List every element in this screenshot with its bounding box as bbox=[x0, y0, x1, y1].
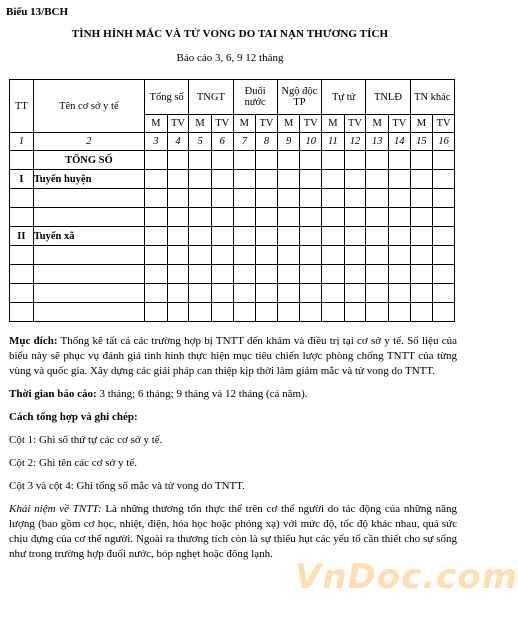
total-row bbox=[10, 151, 455, 170]
col34-note: Cột 3 và cột 4: Ghi tổng số mắc và tử vong do TNTT. bbox=[9, 480, 245, 492]
col1-note: Cột 1: Ghi số thứ tự các cơ sở y tế. bbox=[9, 434, 163, 446]
col-number: 4 bbox=[167, 133, 189, 151]
table-cell bbox=[300, 151, 322, 170]
sub-header-tv: TV bbox=[167, 115, 189, 133]
table-cell bbox=[233, 151, 256, 170]
col-number: 16 bbox=[433, 133, 455, 151]
sub-header-tv: TV bbox=[433, 115, 455, 133]
col-number: 6 bbox=[211, 133, 233, 151]
col-number: 9 bbox=[277, 133, 300, 151]
table-cell bbox=[410, 151, 433, 170]
concept-text: Là những thương tổn thực thể trên cơ thể người do tác động của những năng lượng (bao gồm cơ học, nhiệt, điện, hóa học hoặc phóng xạ) với mức độ, tốc độ khác nhau, quá sức chịu đựng của cơ thể người. Ngoài ra thương tích còn là sự thiếu hụt các yếu tố cần thiết cho sự sống như trong trường hợp đuối nước, bóp nghẹt hoặc đông lạnh. bbox=[9, 503, 457, 560]
section-number: I bbox=[10, 170, 34, 189]
purpose-text: Thống kê tất cả các trường hợp bị TNTT đến khám và điều trị tại cơ sở y tế. Số liệu của biểu này sẽ phục vụ đánh giá tình hình thực hiện mục tiêu chiến lược phòng chống TNTT của từng vùng và quốc gia. Xây dựng các giải pháp can thiệp kịp thời làm giảm mắc và tử vong do TNTT. bbox=[9, 335, 457, 377]
sub-header-m: M bbox=[277, 115, 300, 133]
section-label: Tuyến xã bbox=[33, 227, 144, 246]
report-subtitle: Báo cáo 3, 6, 9 12 tháng bbox=[176, 52, 284, 64]
col-number: 1 bbox=[10, 133, 34, 151]
column-number-row bbox=[10, 133, 455, 151]
col-unit-header: Tên cơ sở y tế bbox=[33, 80, 144, 133]
group-header-other: TN khác bbox=[410, 80, 454, 115]
group-header-suicide: Tự tử bbox=[322, 80, 366, 115]
table-row bbox=[10, 303, 455, 322]
col-number: 11 bbox=[322, 133, 345, 151]
sub-header-tv: TV bbox=[300, 115, 322, 133]
sub-header-m: M bbox=[189, 115, 212, 133]
col-number: 13 bbox=[366, 133, 389, 151]
report-table bbox=[9, 79, 455, 322]
section-number: II bbox=[10, 227, 34, 246]
table-cell bbox=[211, 151, 233, 170]
period-paragraph bbox=[9, 387, 457, 402]
form-code: Biểu 13/BCH bbox=[6, 6, 69, 18]
table-cell bbox=[167, 151, 189, 170]
table-cell bbox=[322, 151, 345, 170]
group-header-drowning: Đuối nước bbox=[233, 80, 277, 115]
section-label: Tuyến huyện bbox=[33, 170, 144, 189]
col-number: 2 bbox=[33, 133, 144, 151]
table-cell bbox=[366, 151, 389, 170]
table-cell bbox=[10, 151, 34, 170]
table-cell bbox=[144, 151, 167, 170]
method-heading: Cách tổng hợp và ghi chép: bbox=[9, 411, 138, 423]
col-number: 7 bbox=[233, 133, 256, 151]
sub-header-m: M bbox=[366, 115, 389, 133]
table-row bbox=[10, 284, 455, 303]
table-cell bbox=[433, 151, 455, 170]
table-cell bbox=[256, 151, 278, 170]
col-number: 14 bbox=[388, 133, 410, 151]
group-header-food-poisoning: Ngộ độc TP bbox=[277, 80, 321, 115]
table-row bbox=[10, 265, 455, 284]
total-label: TỔNG SỐ bbox=[33, 151, 144, 170]
table-cell bbox=[189, 151, 212, 170]
col-number: 12 bbox=[344, 133, 366, 151]
sub-header-tv: TV bbox=[344, 115, 366, 133]
table-cell bbox=[388, 151, 410, 170]
period-text: 3 tháng; 6 tháng; 9 tháng và 12 tháng (cả năm). bbox=[96, 388, 308, 400]
sub-header-m: M bbox=[144, 115, 167, 133]
col-number: 3 bbox=[144, 133, 167, 151]
col-number: 5 bbox=[189, 133, 212, 151]
sub-header-m: M bbox=[410, 115, 433, 133]
report-title: TÌNH HÌNH MẮC VÀ TỬ VONG DO TAI NẠN THƯƠNG TÍCH bbox=[71, 28, 389, 40]
concept-label: Khái niệm về TNTT: bbox=[9, 503, 102, 515]
col-tt-header: TT bbox=[10, 80, 34, 133]
section-row-commune bbox=[10, 227, 455, 246]
table-cell bbox=[277, 151, 300, 170]
col2-note: Cột 2: Ghi tên các cơ sở y tế. bbox=[9, 457, 138, 469]
col-number: 8 bbox=[256, 133, 278, 151]
col-number: 10 bbox=[300, 133, 322, 151]
table-row bbox=[10, 246, 455, 265]
table-row bbox=[10, 208, 455, 227]
group-header-tnld: TNLĐ bbox=[366, 80, 410, 115]
sub-header-tv: TV bbox=[256, 115, 278, 133]
sub-header-tv: TV bbox=[388, 115, 410, 133]
watermark-logo: VnDoc.com bbox=[295, 557, 518, 597]
group-header-total: Tổng số bbox=[144, 80, 188, 115]
table-cell bbox=[344, 151, 366, 170]
sub-header-m: M bbox=[322, 115, 345, 133]
section-row-district bbox=[10, 170, 455, 189]
sub-header-tv: TV bbox=[211, 115, 233, 133]
purpose-label: Mục đích: bbox=[9, 335, 58, 347]
purpose-paragraph bbox=[9, 334, 457, 379]
period-label: Thời gian báo cáo: bbox=[9, 388, 97, 400]
instructions bbox=[9, 334, 457, 570]
concept-paragraph bbox=[9, 502, 457, 562]
group-header-tngt: TNGT bbox=[189, 80, 233, 115]
col-number: 15 bbox=[410, 133, 433, 151]
table-row bbox=[10, 189, 455, 208]
sub-header-m: M bbox=[233, 115, 256, 133]
